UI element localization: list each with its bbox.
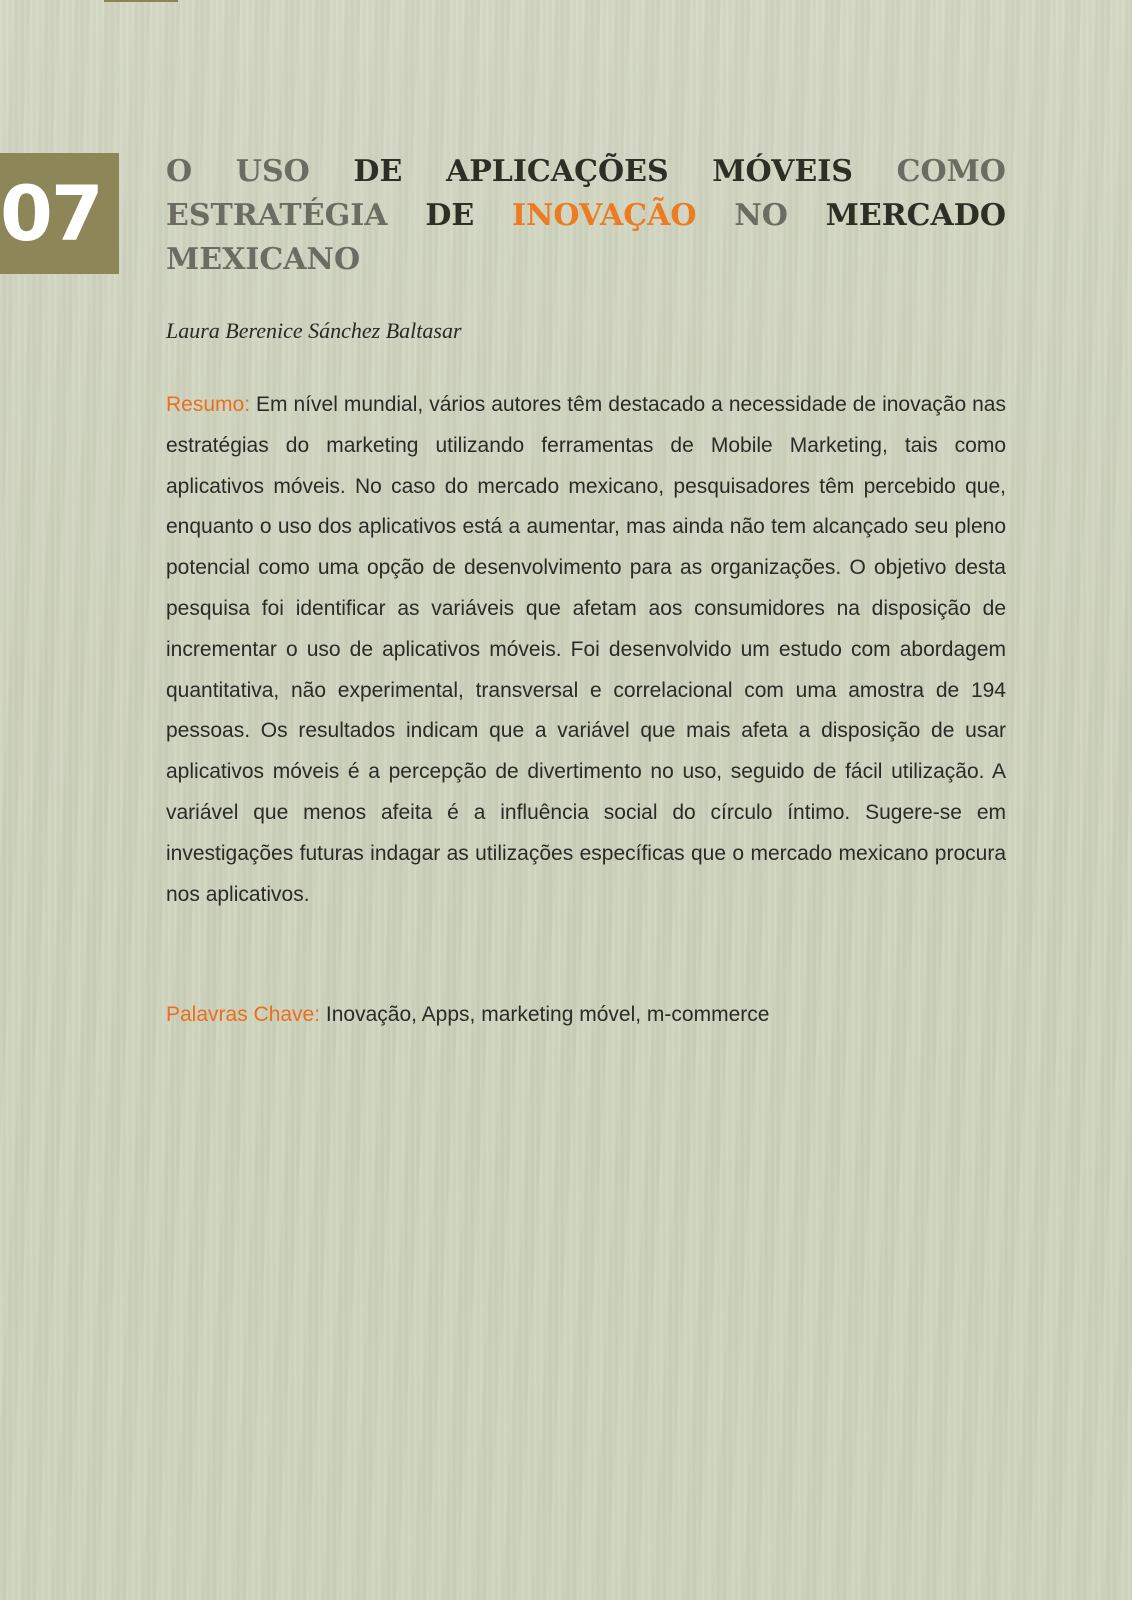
chapter-number: 07 xyxy=(0,168,102,258)
title-word: O xyxy=(166,154,193,189)
title-word: MEXICANO xyxy=(166,242,361,277)
title-word: NO xyxy=(734,198,788,233)
title-line-1 xyxy=(166,150,1006,194)
title-word: DE xyxy=(425,198,475,233)
chapter-number-box xyxy=(0,153,119,274)
keywords-text: Inovação, Apps, marketing móvel, m-commerce xyxy=(325,1003,770,1026)
abstract-paragraph xyxy=(166,385,1006,915)
abstract-text: Em nível mundial, vários autores têm destacado a necessidade de inovação nas estratégias do marketing utilizando ferramentas de Mobile Marketing, tais como aplicativos móveis. No caso do mercado mexicano, pesquisadores têm percebido que, enquanto o uso dos aplicativos está a aumentar, mas ainda não tem alcançado seu pleno potencial como uma opção de desenvolvimento para as organizações. O objetivo desta pesquisa foi identificar as variáveis que afetam aos consumidores na disposição de incrementar o uso de aplicativos móveis. Foi desenvolvido um estudo com abordagem quantitativa, não experimental, transversal e correlacional com uma amostra de 194 pessoas. Os resultados indicam que a variável que mais afeta a disposição de usar aplicativos móveis é a percepção de divertimento no uso, seguido de fácil utilização. A variável que menos afeita é a influência social do círculo íntimo. Sugere-se em investigações futuras indagar as utilizações específicas que o mercado mexicano procura nos aplicativos. xyxy=(166,393,1006,906)
title-word: DE xyxy=(353,154,403,189)
title-word: MERCADO xyxy=(825,198,1006,233)
keywords-paragraph xyxy=(166,1003,1006,1027)
title-line-2 xyxy=(166,194,1006,238)
title-word: COMO xyxy=(896,154,1006,189)
title-word: ESTRATÉGIA xyxy=(166,198,388,233)
title-word: MÓVEIS xyxy=(712,154,853,189)
author-name: Laura Berenice Sánchez Baltasar xyxy=(166,318,462,343)
keywords-label: Palavras Chave: xyxy=(166,1003,321,1026)
title-line-3 xyxy=(166,238,1006,282)
title-word: USO xyxy=(235,154,310,189)
title-word-highlight: INOVAÇÃO xyxy=(511,198,697,233)
article-title xyxy=(166,150,1006,282)
abstract-label: Resumo: xyxy=(166,393,251,416)
top-edge-mark xyxy=(104,0,178,2)
title-word: APLICAÇÕES xyxy=(445,154,669,189)
